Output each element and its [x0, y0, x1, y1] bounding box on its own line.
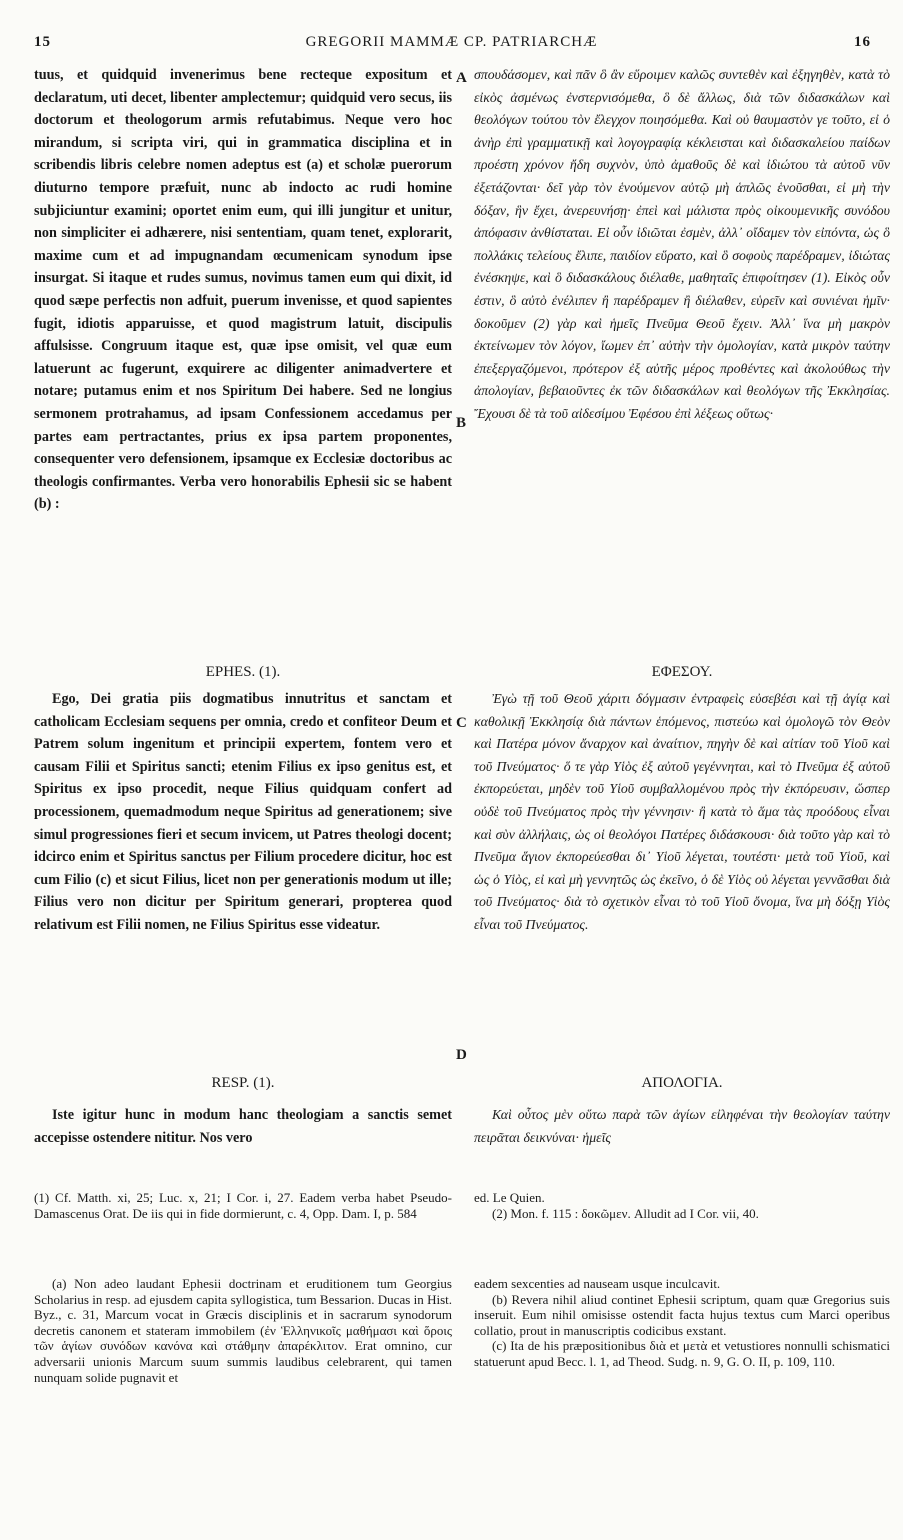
latin-text-3: Iste igitur hunc in modum hanc theologiam a sanctis semet accepisse ostendere nititur. Nos vero: [34, 1107, 452, 1146]
greek-ephes-heading-wrap: [474, 664, 890, 681]
latin-paragraph-3: [34, 1104, 452, 1149]
latin-ephes-heading-wrap: [34, 664, 452, 681]
footnotes-right: [474, 1190, 890, 1221]
greek-ephes-heading: ΕΦΕΣΟΥ.: [651, 664, 713, 680]
running-header: [0, 34, 903, 56]
greek-paragraph-2: [474, 688, 890, 937]
page-number-left: 15: [34, 34, 51, 50]
latin-resp-heading-wrap: [34, 1075, 452, 1092]
margin-letter-a: A: [456, 70, 467, 86]
greek-paragraph-1: [474, 64, 890, 426]
greek-text-2: Ἐγὼ τῇ τοῦ Θεοῦ χάριτι δόγμασιν ἐντραφεὶς εὐσεβέσι καὶ τῇ ἁγίᾳ καὶ καθολικῇ Ἐκκλησίᾳ διὰ πάντων ἑπόμενος, πιστεύω καὶ ὁμολογῶ τὸν Θεὸν καὶ Πατέρα μόνον ἄναρχον καὶ ἀναίτιον, πηγὴν δὲ καὶ αἰτίαν τοῦ Υἱοῦ καὶ τοῦ Πνεύματος· ὅ τε γὰρ Υἱὸς ἐξ αὐτοῦ γεγέννηται, καὶ τὸ Πνεῦμα ἐξ αὐτοῦ ἐκπορεύεται, μηδὲν τοῦ Υἱοῦ συμβαλλομένου πρὸς τὴν ἐκπόρευσιν, ὥσπερ οὐδὲ τοῦ Πνεύματος πρὸς τὴν γέννησιν· ἢ κατὰ τὸ ἅμα τὰς προόδους εἶναι καὶ σὺν ἀλλήλαις, ὡς οἱ θεολόγοι Πατέρες διδάσκουσι· διὰ τοῦτο γὰρ καὶ τὸ Πνεῦμα ἅγιον ἐκπορεύεσθαι δι᾽ Υἱοῦ λέγεται, τουτέστι· μετὰ τοῦ Υἱοῦ, καὶ ὡς ὁ Υἱὸς, εἰ καὶ μὴ γεννητῶς ὡς ἐκεῖνο, ὁ δὲ Υἱὸς οὐ λέγεται γεννᾶσθαι διὰ τοῦ Πνεύματος· διὰ τὸ σχετικὸν εἶναι τὸ τοῦ Υἱοῦ ὄνομα, ἵνα μὴ δόξῃ Υἱὸς εἶναι τοῦ Πνεύματος.: [474, 691, 890, 932]
latin-text-2: Ego, Dei gratia piis dogmatibus innutritus et sanctam et catholicam Ecclesiam sequens per omnia, credo et confiteor Deum et Patrem solum ingenitum et principii expertem, fontem vero et causam Filii et Spiritus sancti; etenim Filius ex ipso genitus est, et Spiritus ex ipso procedit, neque Filius quidquam confert ad processionem, quemadmodum neque Spiritus ad generationem; sive simul progressiones fieri et secum invicem, ut Patres theologi docent; idcirco enim et Spiritus sanctus per Filium procedere dicitur, hoc est cum Filio (c) et sicut Filius, licet non per generationis modum ut ille; Filius vero non dicitur per Spiritum generari, propterea quod relativum est Filii nomen, ne Filius Spiritus esse videatur.: [34, 691, 452, 933]
greek-apol-heading-wrap: [474, 1075, 890, 1092]
footnote-1-continuation: ed. Le Quien.: [474, 1190, 545, 1205]
page-number-right: 16: [854, 34, 871, 50]
margin-letter-b: B: [456, 415, 467, 431]
note-a-continuation: eadem sexcenties ad nauseam usque inculcavit.: [474, 1276, 721, 1291]
latin-resp-heading: RESP. (1).: [211, 1075, 275, 1091]
margin-letter-c: C: [456, 715, 467, 731]
latin-paragraph-1: [34, 64, 452, 516]
footnote-1-text: (1) Cf. Matth. xi, 25; Luc. x, 21; I Cor. i, 27. Eadem verba habet Pseudo-Damascenus Orat. De iis qui in fide dormierunt, c. 4, Opp. Dam. I, p. 584: [34, 1190, 452, 1221]
footnote-2-text: (2) Mon. f. 115 : δοκῶμεν. Alludit ad I Cor. vii, 40.: [492, 1205, 759, 1221]
note-c-text: (c) Ita de his præpositionibus διὰ et μετὰ et vetustiores nonnulli schismatici statuerunt apud Becc. l. 1, ad Theod. Sudg. n. 9, G. O. II, p. 109, 110.: [474, 1338, 890, 1369]
margin-letter-d: D: [456, 1047, 467, 1063]
latin-ephes-heading: EPHES. (1).: [205, 664, 281, 680]
footnote-1: [34, 1190, 452, 1221]
latin-paragraph-2: [34, 688, 452, 937]
greek-apol-heading: ΑΠΟΛΟΓΙΑ.: [641, 1075, 723, 1091]
note-b-text: (b) Revera nihil aliud continet Ephesii scriptum, quam quæ Gregorius suis inseruit. Eum nihil omisisse ostendit facta hujus textus cum Marci operibus collatio, prout in manuscriptis codicibus exstant.: [474, 1291, 890, 1338]
greek-text-1: σπουδάσομεν, καὶ πᾶν ὃ ἂν εὕροιμεν καλῶς συντεθὲν καὶ ἐξηγηθὲν, κατὰ τὸ εἰκὸς ἀσμένως ἐνστερνισόμεθα, ὃ δὲ ἄλλως, διὰ τῶν διδασκάλων καὶ θεολόγων τούτου τὸν ἔλεγχον ποιησόμεθα. Καὶ οὐ θαυμαστὸν γε τοῦτο, εἰ ὁ ἀνὴρ ἐπὶ γραμματικῇ καὶ λογογραφίᾳ κέκλεισται καὶ διδασκαλείου παίδων προέστη χρόνον ἤδη συχνὸν, ὑπὸ ἀμαθοῦς δὲ καὶ ἰδιώτου τὰ αὐτοῦ νῦν ἐξετάζονται· δεῖ γὰρ τὸν ἑνούμενον αὐτῷ μὴ ἁπλῶς ἑνοῦσθαι, εἰ μὴ τὴν δόξαν, ἣν ἔχει, ἀνερευνήσῃ· ἐπεὶ καὶ μάλιστα πρὸς οἰκουμενικῆς συνόδου ἀπόφασιν ἀνθίσταται. Εἰ οὖν ἰδιῶται ἐσμὲν, ἀλλ᾽ οἴδαμεν τὸν εἰπόντα, ὡς ὃ πολλάκις τελείους ἔλιπε, παιδίον εὕρατο, καὶ ὃ σοφοὺς παρέδραμεν, ἰδιώτας ἐνέσκηψε, καὶ ὃ διδασκάλους διέλαθε, μαθηταῖς ἐπιφοίτησεν (1). Εἰκὸς οὖν ἐστιν, ὃ αὐτὸ ἐνέλιπεν ἢ παρέδραμεν ἢ διέλαθεν, εὑρεῖν καὶ συνιέναι ἡμῖν· δοκοῦμεν (2) γὰρ καὶ ἡμεῖς Πνεῦμα Θεοῦ ἔχειν. Ἀλλ᾽ ἵνα μὴ μακρὸν ἐκτείνωμεν τὸν λόγον, ἴωμεν ἐπ᾽ αὐτὴν τὴν ὁμολογίαν, κατὰ μικρὸν ταύτην ἐπεξεργαζόμενοι, πρότερον ἐξ αὐτῆς μέρος προθέντες καὶ ἀκολούθως τὴν ἀπολογίαν, βεβαιοῦντες ἐκ τῶν διδασκάλων καὶ θεολόγων τῆς Ἐκκλησίας. Ἔχουσι δὲ τὰ τοῦ αἰδεσίμου Ἐφέσου ἐπὶ λέξεως οὕτως·: [474, 67, 890, 421]
notes-right: [474, 1276, 890, 1370]
greek-paragraph-3: [474, 1104, 890, 1149]
note-a-text: (a) Non adeo laudant Ephesii doctrinam et eruditionem tum Georgius Scholarius in resp. ad ejusdem capita syllogistica, tum Bessarion. Ducas in Hist. Byz., c. 31, Marcum vocat in Græcis disciplinis et in sacrarum synodorum decretis canonem et stateram immobilem (ἐν Ἑλληνικοῖς μαθήμασι καὶ ὅροις τῶν ἁγίων συνόδων κανόνα καὶ στάθμην ἀπαρέκλιτον. Erat omnino, cur adversarii unionis Marcum suum summis laudibus celebrarent, qui tamen nunquam solide pugnavit et: [34, 1276, 452, 1385]
latin-text-1: tuus, et quidquid invenerimus bene recteque expositum et declaratum, uti decet, libenter amplectemur; quidquid vero secus, iis doctorum et theologorum armis refutabimus. Neque vero hoc mirandum, si scripta viri, qui in grammatica disciplina et in scribendis libris celebre nomen adeptus est (a) et scholæ puerorum diuturno tempore præfuit, nunc ab indocto ac rudi homine subjiciuntur examini; oportet enim eum, qui illi jungitur et unitur, non simpliciter ei adhærere, nisi sententiam, quam tenet, explorarit, maxime cum et ad impugnandam œcumenicam synodum ipse insurgat. Si itaque et rudes sumus, novimus tamen eum qui dixit, id quod sæpe perfectis non adfuit, puerum invenisse, et quod sapientes fugit, idiotis apparuisse, et quod magistrum latuit, discipulis affulsisse. Congruum itaque est, quæ ipse omisit, vel quæ eum latuerunt ac fugerunt, exquirere ac diligenter animadvertere et notare; putamus enim et nos Spiritum Dei habere. Sed ne longius sermonem protrahamus, ad ipsam Confessionem accedamus per partes eam pertractantes, prius ex ipsa partem proponentes, consequenter vero defensionem, ipsamque ex Ecclesiæ doctoribus ac theologis confirmantes. Verba vero honorabilis Ephesii sic se habent (b) :: [34, 67, 452, 513]
greek-text-3: Καὶ οὗτος μὲν οὕτω παρὰ τῶν ἁγίων εἰληφέναι τὴν θεολογίαν ταύτην πειρᾶται δεικνύναι· ἡμεῖς: [474, 1107, 890, 1145]
note-a: [34, 1276, 452, 1385]
running-title: GREGORII MAMMÆ CP. PATRIARCHÆ: [305, 34, 598, 50]
